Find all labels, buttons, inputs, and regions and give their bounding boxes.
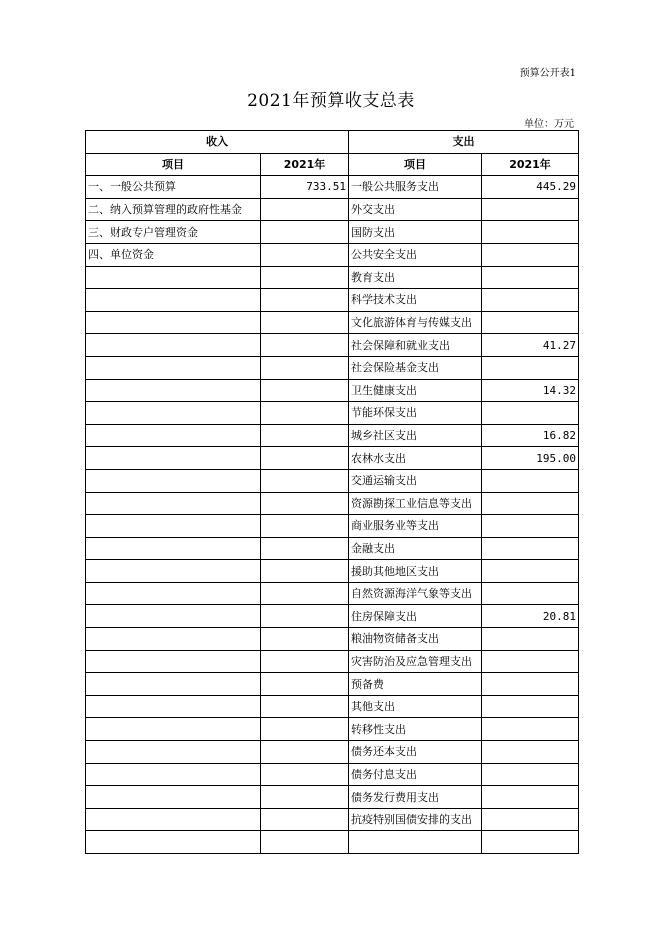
income-value-cell [261,221,349,244]
table-row [86,176,579,199]
income-value-cell [261,695,349,718]
income-item-cell: 一、一般公共预算 [86,176,261,199]
expense-item-cell: 灾害防治及应急管理支出 [349,650,482,673]
income-item-cell [86,673,261,696]
income-item-cell [86,379,261,402]
expense-value-cell: 195.00 [482,447,579,470]
expense-item-cell: 转移性支出 [349,718,482,741]
table-row [86,492,579,515]
income-item-cell [86,786,261,809]
expense-item-cell: 公共安全支出 [349,243,482,266]
income-item-cell [86,424,261,447]
unit-label: 单位：万元 [524,119,574,130]
expense-value-cell [482,356,579,379]
table-row [86,808,579,831]
income-value-cell [261,402,349,425]
income-item-cell [86,537,261,560]
income-item-cell [86,718,261,741]
table-row [86,695,579,718]
income-value-cell [261,424,349,447]
expense-value-cell [482,786,579,809]
income-item-cell [86,356,261,379]
income-value-cell [261,379,349,402]
table-row [86,334,579,357]
expense-value-cell [482,198,579,221]
income-value-cell [261,763,349,786]
table-row [86,605,579,628]
income-item-cell [86,515,261,538]
expense-value-cell: 41.27 [482,334,579,357]
income-value-cell [261,673,349,696]
table-row [86,379,579,402]
budget-summary-table [85,130,579,854]
table-row [86,198,579,221]
expense-item-cell: 债务还本支出 [349,741,482,764]
table-row [86,289,579,312]
table-row [86,243,579,266]
table-row [86,560,579,583]
income-header: 收入 [86,131,349,154]
expense-item-cell: 其他支出 [349,695,482,718]
income-item-cell [86,289,261,312]
expense-item-cell: 一般公共服务支出 [349,176,482,199]
expense-value-cell: 445.29 [482,176,579,199]
table-row [86,650,579,673]
table-row [86,537,579,560]
expense-value-cell [482,243,579,266]
table-row [86,718,579,741]
expense-item-cell: 文化旅游体育与传媒支出 [349,311,482,334]
expense-value-cell [482,650,579,673]
income-item-cell [86,695,261,718]
income-item-cell [86,763,261,786]
expense-item-cell: 社会保险基金支出 [349,356,482,379]
income-item-cell [86,808,261,831]
expense-value-cell: 20.81 [482,605,579,628]
income-value-cell [261,289,349,312]
table-row [86,628,579,651]
expense-value-cell [482,741,579,764]
table-row [86,582,579,605]
income-item-cell [86,334,261,357]
expense-value-cell [482,831,579,854]
expense-value-cell [482,582,579,605]
form-id-label: 预算公开表1 [519,68,576,79]
expense-value-cell [482,266,579,289]
income-value-cell [261,741,349,764]
income-item-cell [86,311,261,334]
income-value-cell [261,469,349,492]
expense-item-cell: 金融支出 [349,537,482,560]
expense-item-cell: 自然资源海洋气象等支出 [349,582,482,605]
table-row [86,786,579,809]
income-item-cell [86,741,261,764]
income-value-cell [261,650,349,673]
income-value-cell [261,582,349,605]
income-value-cell [261,311,349,334]
expense-value-cell [482,763,579,786]
income-value-cell [261,334,349,357]
page-title: 2021年预算收支总表 [247,91,415,111]
income-value-cell [261,808,349,831]
table-row [86,831,579,854]
table-row [86,673,579,696]
income-item-cell [86,628,261,651]
table-row [86,515,579,538]
table-row [86,356,579,379]
table-row [86,741,579,764]
income-value-cell [261,605,349,628]
expense-value-cell [482,808,579,831]
expense-value-cell [482,515,579,538]
expense-item-cell: 援助其他地区支出 [349,560,482,583]
income-item-cell [86,650,261,673]
income-value-cell [261,831,349,854]
table-row [86,266,579,289]
table-row [86,763,579,786]
expense-item-header: 项目 [349,153,482,176]
expense-item-cell: 外交支出 [349,198,482,221]
table-row [86,221,579,244]
expense-value-cell: 14.32 [482,379,579,402]
expense-value-cell [482,469,579,492]
income-value-cell [261,447,349,470]
table-row [86,469,579,492]
expense-year-header: 2021年 [482,153,579,176]
expense-value-cell [482,402,579,425]
income-item-cell [86,492,261,515]
income-value-cell [261,515,349,538]
income-item-cell: 二、纳入预算管理的政府性基金 [86,198,261,221]
income-item-cell: 三、财政专户管理资金 [86,221,261,244]
income-item-cell [86,402,261,425]
expense-item-cell: 城乡社区支出 [349,424,482,447]
expense-value-cell [482,289,579,312]
expense-item-cell: 住房保障支出 [349,605,482,628]
income-value-cell [261,198,349,221]
table-row [86,311,579,334]
table-row [86,424,579,447]
expense-value-cell [482,560,579,583]
income-value-cell [261,356,349,379]
income-item-cell [86,560,261,583]
expense-item-cell: 粮油物资储备支出 [349,628,482,651]
income-item-cell [86,582,261,605]
expense-value-cell [482,492,579,515]
income-item-cell: 四、单位资金 [86,243,261,266]
income-item-cell [86,605,261,628]
income-year-header: 2021年 [261,153,349,176]
expense-value-cell [482,695,579,718]
expense-item-cell: 预备费 [349,673,482,696]
expense-item-cell: 抗疫特别国债安排的支出 [349,808,482,831]
expense-item-cell: 债务付息支出 [349,763,482,786]
expense-value-cell [482,718,579,741]
expense-item-cell: 债务发行费用支出 [349,786,482,809]
group-header-row [86,131,579,154]
income-value-cell [261,492,349,515]
income-item-cell [86,266,261,289]
expense-item-cell: 交通运输支出 [349,469,482,492]
column-header-row [86,153,579,176]
income-item-cell [86,831,261,854]
income-value-cell [261,628,349,651]
income-value-cell [261,786,349,809]
expense-item-cell: 教育支出 [349,266,482,289]
expense-value-cell: 16.82 [482,424,579,447]
expense-value-cell [482,673,579,696]
income-value-cell: 733.51 [261,176,349,199]
expense-value-cell [482,628,579,651]
income-value-cell [261,243,349,266]
income-item-cell [86,447,261,470]
income-item-cell [86,469,261,492]
expense-item-cell: 社会保障和就业支出 [349,334,482,357]
income-value-cell [261,560,349,583]
income-value-cell [261,537,349,560]
expense-item-cell: 国防支出 [349,221,482,244]
table-row [86,447,579,470]
expense-value-cell [482,221,579,244]
table-row [86,402,579,425]
income-value-cell [261,266,349,289]
expense-item-cell: 科学技术支出 [349,289,482,312]
expense-value-cell [482,311,579,334]
expense-item-cell: 卫生健康支出 [349,379,482,402]
expense-item-cell: 农林水支出 [349,447,482,470]
expense-item-cell: 商业服务业等支出 [349,515,482,538]
income-item-header: 项目 [86,153,261,176]
expense-item-cell: 资源勘探工业信息等支出 [349,492,482,515]
income-value-cell [261,718,349,741]
expense-item-cell: 节能环保支出 [349,402,482,425]
expense-header: 支出 [349,131,579,154]
expense-value-cell [482,537,579,560]
expense-item-cell [349,831,482,854]
